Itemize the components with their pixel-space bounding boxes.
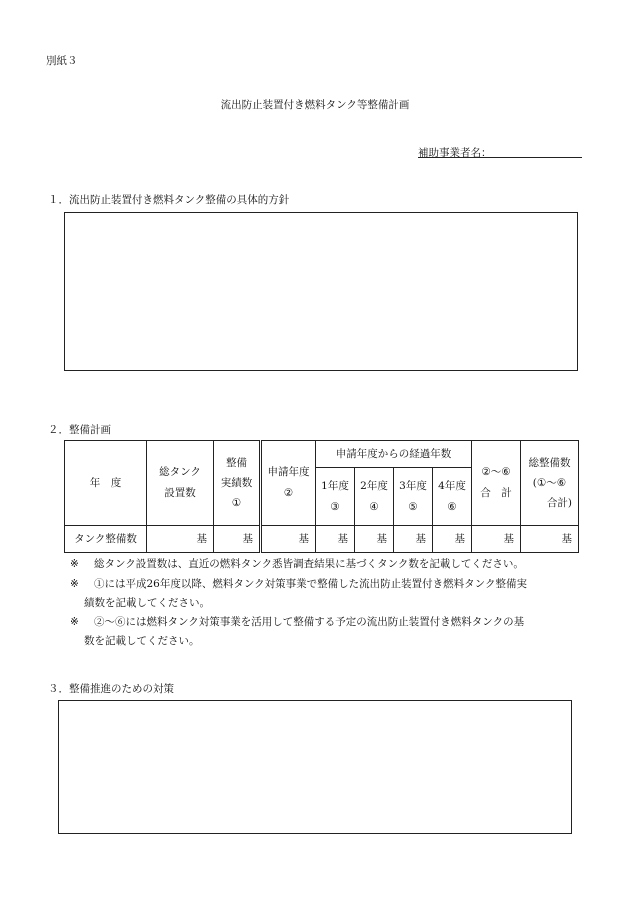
- section3-heading: ３．整備推進のための対策: [48, 683, 174, 695]
- document-title: 流出防止装置付き燃料タンク等整備計画: [220, 99, 410, 111]
- elapsed-year-1-num: ③: [330, 500, 340, 513]
- installed-count-header-line1: 整備: [226, 457, 247, 469]
- operator-name-underline: [418, 157, 582, 158]
- installed-count-header-line2: 実績数: [220, 477, 253, 489]
- elapsed-year-4-label: 4年度: [438, 479, 466, 492]
- sum-2-6-header: [472, 441, 521, 526]
- total-installed-cell[interactable]: 基: [521, 526, 579, 553]
- note-2-line2: 績数を記載してください。: [84, 597, 210, 609]
- sum-2-6-cell[interactable]: 基: [472, 526, 521, 553]
- note-2: [70, 576, 590, 612]
- note-3-mark: ※: [70, 616, 79, 628]
- total-tanks-header-line1: 総タンク: [159, 466, 201, 478]
- note-3-line2: 数を記載してください。: [84, 635, 200, 647]
- installed-count-header-num: ①: [231, 497, 242, 509]
- note-3-line1: ②～⑥には燃料タンク対策事業を活用して整備する予定の流出防止装置付き燃料タンクの基: [94, 616, 525, 628]
- sum-2-6-header-line2: 合 計: [480, 487, 512, 499]
- elapsed-year-4-cell[interactable]: 基: [433, 526, 472, 553]
- total-installed-header-line3: 合計): [546, 497, 572, 509]
- total-tanks-header-line2: 設置数: [164, 487, 196, 499]
- elapsed-year-3-header: [394, 468, 433, 526]
- note-1-mark: ※: [70, 558, 79, 570]
- elapsed-year-3-cell[interactable]: 基: [394, 526, 433, 553]
- installed-count-cell[interactable]: 基: [214, 526, 261, 553]
- note-3: [70, 614, 590, 650]
- maintenance-plan-table: [64, 440, 579, 553]
- elapsed-year-4-header: [433, 468, 472, 526]
- sum-2-6-header-line1: ②～⑥: [481, 466, 511, 478]
- year-header: 年 度: [65, 441, 147, 526]
- applied-year-header: [261, 441, 316, 526]
- total-installed-header-line2: (①～⑥: [532, 477, 567, 489]
- tank-count-row-label: タンク整備数: [65, 526, 147, 553]
- section2-heading: ２．整備計画: [48, 424, 111, 436]
- annex-label: 別紙３: [46, 55, 78, 67]
- elapsed-year-1-header: [316, 468, 355, 526]
- elapsed-year-2-cell[interactable]: 基: [355, 526, 394, 553]
- section3-input-box[interactable]: [58, 700, 572, 834]
- total-tanks-cell[interactable]: 基: [147, 526, 214, 553]
- total-installed-header-line1: 総整備数: [528, 457, 571, 469]
- applied-year-header-label: 申請年度: [267, 466, 310, 478]
- elapsed-year-2-num: ④: [369, 500, 379, 513]
- note-2-line1: ①には平成26年度以降、燃料タンク対策事業で整備した流出防止装置付き燃料タンク整備実: [94, 578, 527, 590]
- elapsed-year-3-num: ⑤: [408, 500, 418, 513]
- total-installed-header: [521, 441, 579, 526]
- total-tanks-header: [147, 441, 214, 526]
- elapsed-year-1-cell[interactable]: 基: [316, 526, 355, 553]
- installed-count-header: [214, 441, 261, 526]
- elapsed-year-3-label: 3年度: [399, 479, 427, 492]
- note-2-mark: ※: [70, 578, 79, 590]
- note-1: [70, 556, 590, 573]
- operator-name-label: 補助事業者名：: [418, 147, 492, 159]
- elapsed-year-4-num: ⑥: [447, 500, 457, 513]
- applied-year-header-num: ②: [283, 487, 294, 499]
- elapsed-years-group-header: 申請年度からの経過年数: [316, 441, 472, 468]
- section1-heading: １．流出防止装置付き燃料タンク整備の具体的方針: [48, 194, 290, 206]
- applied-year-cell[interactable]: 基: [261, 526, 316, 553]
- elapsed-year-2-header: [355, 468, 394, 526]
- note-1-line1: 総タンク設置数は、直近の燃料タンク悉皆調査結果に基づくタンク数を記載してください。: [94, 558, 524, 570]
- section1-input-box[interactable]: [64, 212, 578, 371]
- elapsed-year-1-label: 1年度: [321, 479, 349, 492]
- elapsed-year-2-label: 2年度: [360, 479, 388, 492]
